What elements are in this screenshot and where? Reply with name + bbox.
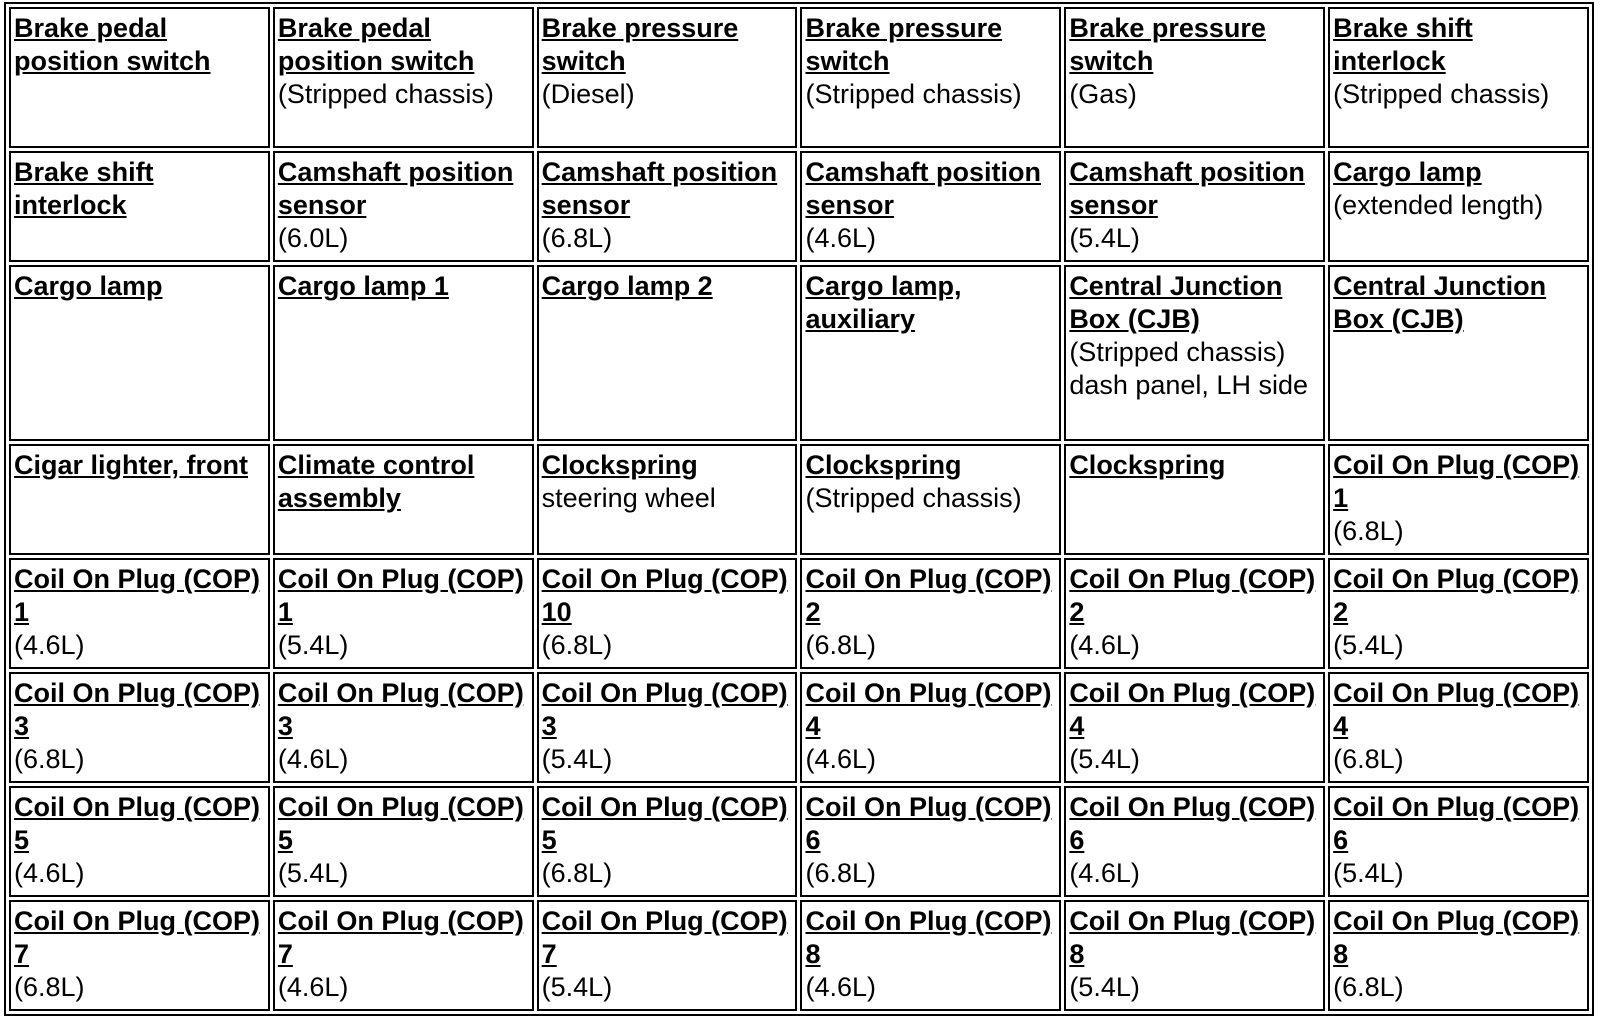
component-link[interactable]: Coil On Plug (COP) 6	[1069, 792, 1316, 855]
component-link[interactable]: Brake pedal position switch	[14, 13, 211, 76]
component-cell	[9, 151, 270, 262]
component-note: (Stripped chassis)	[805, 79, 1022, 109]
component-cell	[9, 558, 270, 669]
component-index	[4, 2, 1594, 1016]
component-link[interactable]: Cigar lighter, front	[14, 450, 249, 480]
component-cell	[800, 672, 1061, 783]
component-link[interactable]: Coil On Plug (COP) 7	[541, 906, 788, 969]
component-link[interactable]: Camshaft position sensor	[1069, 157, 1305, 220]
component-cell	[273, 7, 534, 148]
table-row	[9, 672, 1589, 783]
component-note: (extended length)	[1333, 190, 1544, 220]
component-cell	[537, 151, 798, 262]
component-cell	[1328, 558, 1589, 669]
component-cell	[9, 265, 270, 441]
component-link[interactable]: Coil On Plug (COP) 4	[805, 678, 1052, 741]
component-note: (5.4L)	[1069, 223, 1140, 253]
component-link[interactable]: Coil On Plug (COP) 1	[1333, 450, 1580, 513]
component-note: (6.8L)	[805, 630, 877, 660]
component-cell	[800, 151, 1061, 262]
component-note: (6.8L)	[541, 223, 613, 253]
component-cell	[800, 444, 1061, 555]
component-cell	[273, 900, 534, 1011]
component-cell	[537, 672, 798, 783]
component-note: (6.8L)	[805, 858, 877, 888]
component-link[interactable]: Brake pressure switch	[541, 13, 739, 76]
component-note: (Gas)	[1069, 79, 1137, 109]
component-link[interactable]: Coil On Plug (COP) 1	[277, 564, 524, 627]
table-row	[9, 151, 1589, 262]
component-note: (Stripped chassis)	[1333, 79, 1550, 109]
component-index-body	[9, 7, 1589, 1011]
component-cell	[1064, 265, 1325, 441]
component-cell	[537, 900, 798, 1011]
component-cell	[1328, 151, 1589, 262]
component-link[interactable]: Coil On Plug (COP) 8	[1069, 906, 1316, 969]
component-link[interactable]: Coil On Plug (COP) 2	[1333, 564, 1580, 627]
component-cell	[1328, 786, 1589, 897]
component-cell	[1328, 672, 1589, 783]
component-link[interactable]: Cargo lamp, auxiliary	[805, 271, 962, 334]
component-note: (Stripped chassis)	[277, 79, 494, 109]
component-note: (4.6L)	[14, 858, 85, 888]
component-note: (5.4L)	[277, 858, 349, 888]
component-link[interactable]: Coil On Plug (COP) 2	[805, 564, 1052, 627]
component-link[interactable]: Coil On Plug (COP) 8	[805, 906, 1052, 969]
component-cell	[1064, 558, 1325, 669]
component-link[interactable]: Clockspring	[1069, 450, 1226, 480]
component-link[interactable]: Cargo lamp	[14, 271, 163, 301]
component-link[interactable]: Coil On Plug (COP) 8	[1333, 906, 1580, 969]
component-cell	[273, 558, 534, 669]
component-note: (5.4L)	[1069, 972, 1140, 1002]
component-cell	[800, 265, 1061, 441]
component-link[interactable]: Camshaft position sensor	[277, 157, 514, 220]
table-row	[9, 900, 1589, 1011]
component-note: (Stripped chassis) dash panel, LH side	[1069, 337, 1308, 400]
component-cell	[9, 900, 270, 1011]
component-note: (4.6L)	[277, 744, 349, 774]
component-note: (6.8L)	[541, 630, 613, 660]
component-note: (6.8L)	[14, 972, 85, 1002]
component-link[interactable]: Coil On Plug (COP) 1	[14, 564, 260, 627]
component-note: (5.4L)	[541, 972, 613, 1002]
component-link[interactable]: Brake pressure switch	[805, 13, 1003, 76]
component-link[interactable]: Camshaft position sensor	[541, 157, 778, 220]
component-link[interactable]: Coil On Plug (COP) 10	[541, 564, 788, 627]
component-link[interactable]: Brake pedal position switch	[277, 13, 475, 76]
component-cell	[800, 558, 1061, 669]
component-link[interactable]: Coil On Plug (COP) 2	[1069, 564, 1316, 627]
component-note: (4.6L)	[1069, 858, 1140, 888]
component-cell	[537, 444, 798, 555]
component-link[interactable]: Cargo lamp 2	[541, 271, 713, 301]
component-link[interactable]: Cargo lamp 1	[277, 271, 449, 301]
component-link[interactable]: Brake shift interlock	[14, 157, 154, 220]
component-link[interactable]: Clockspring	[805, 450, 962, 480]
component-cell	[800, 786, 1061, 897]
component-link[interactable]: Coil On Plug (COP) 7	[277, 906, 524, 969]
component-note: (6.8L)	[1333, 516, 1404, 546]
component-note: (6.8L)	[1333, 972, 1404, 1002]
component-note: (4.6L)	[14, 630, 85, 660]
table-row	[9, 7, 1589, 148]
component-link[interactable]: Coil On Plug (COP) 3	[14, 678, 260, 741]
component-note: (6.8L)	[1333, 744, 1404, 774]
component-link[interactable]: Coil On Plug (COP) 5	[14, 792, 260, 855]
component-cell	[273, 672, 534, 783]
component-note: (5.4L)	[277, 630, 349, 660]
component-note: (Stripped chassis)	[805, 483, 1022, 513]
component-cell	[537, 786, 798, 897]
component-note: (6.0L)	[277, 223, 349, 253]
component-cell	[1328, 7, 1589, 148]
component-cell	[1328, 265, 1589, 441]
component-cell	[273, 151, 534, 262]
component-cell	[9, 444, 270, 555]
component-link[interactable]: Coil On Plug (COP) 6	[1333, 792, 1580, 855]
component-note: (5.4L)	[1069, 744, 1140, 774]
component-cell	[537, 558, 798, 669]
component-link[interactable]: Coil On Plug (COP) 5	[541, 792, 788, 855]
component-cell	[1064, 900, 1325, 1011]
component-link[interactable]: Coil On Plug (COP) 6	[805, 792, 1052, 855]
component-cell	[9, 786, 270, 897]
component-cell	[800, 900, 1061, 1011]
component-link[interactable]: Cargo lamp	[1333, 157, 1482, 187]
table-row	[9, 265, 1589, 441]
component-note: (4.6L)	[1069, 630, 1140, 660]
component-cell	[537, 265, 798, 441]
component-link[interactable]: Climate control assembly	[277, 450, 475, 513]
component-cell	[9, 672, 270, 783]
component-note: (5.4L)	[541, 744, 613, 774]
table-row	[9, 444, 1589, 555]
component-link[interactable]: Coil On Plug (COP) 3	[541, 678, 788, 741]
component-note: (5.4L)	[1333, 858, 1404, 888]
component-note: (4.6L)	[805, 972, 877, 1002]
component-cell	[1064, 786, 1325, 897]
component-cell	[273, 786, 534, 897]
table-row	[9, 558, 1589, 669]
component-link[interactable]: Brake shift interlock	[1333, 13, 1473, 76]
component-cell	[273, 444, 534, 555]
component-link[interactable]: Coil On Plug (COP) 5	[277, 792, 524, 855]
component-link[interactable]: Camshaft position sensor	[805, 157, 1041, 220]
component-link[interactable]: Brake pressure switch	[1069, 13, 1266, 76]
component-note: (Diesel)	[541, 79, 635, 109]
component-cell	[9, 7, 270, 148]
component-cell	[273, 265, 534, 441]
component-cell	[1328, 900, 1589, 1011]
component-cell	[1064, 7, 1325, 148]
component-index-table	[4, 2, 1594, 1016]
component-note: (4.6L)	[805, 744, 877, 774]
component-note: (4.6L)	[277, 972, 349, 1002]
component-link[interactable]: Central Junction Box (CJB)	[1069, 271, 1283, 334]
component-link[interactable]: Coil On Plug (COP) 7	[14, 906, 260, 969]
component-cell	[800, 7, 1061, 148]
component-cell	[1328, 444, 1589, 555]
component-note: (4.6L)	[805, 223, 877, 253]
component-cell	[1064, 672, 1325, 783]
component-link[interactable]: Coil On Plug (COP) 3	[277, 678, 524, 741]
component-link[interactable]: Central Junction Box (CJB)	[1333, 271, 1547, 334]
component-note: (5.4L)	[1333, 630, 1404, 660]
component-note: steering wheel	[541, 483, 716, 513]
component-link[interactable]: Coil On Plug (COP) 4	[1069, 678, 1316, 741]
component-cell	[537, 7, 798, 148]
component-note: (6.8L)	[14, 744, 85, 774]
component-cell	[1064, 444, 1325, 555]
table-row	[9, 786, 1589, 897]
component-link[interactable]: Coil On Plug (COP) 4	[1333, 678, 1580, 741]
component-cell	[1064, 151, 1325, 262]
component-note: (6.8L)	[541, 858, 613, 888]
component-link[interactable]: Clockspring	[541, 450, 698, 480]
